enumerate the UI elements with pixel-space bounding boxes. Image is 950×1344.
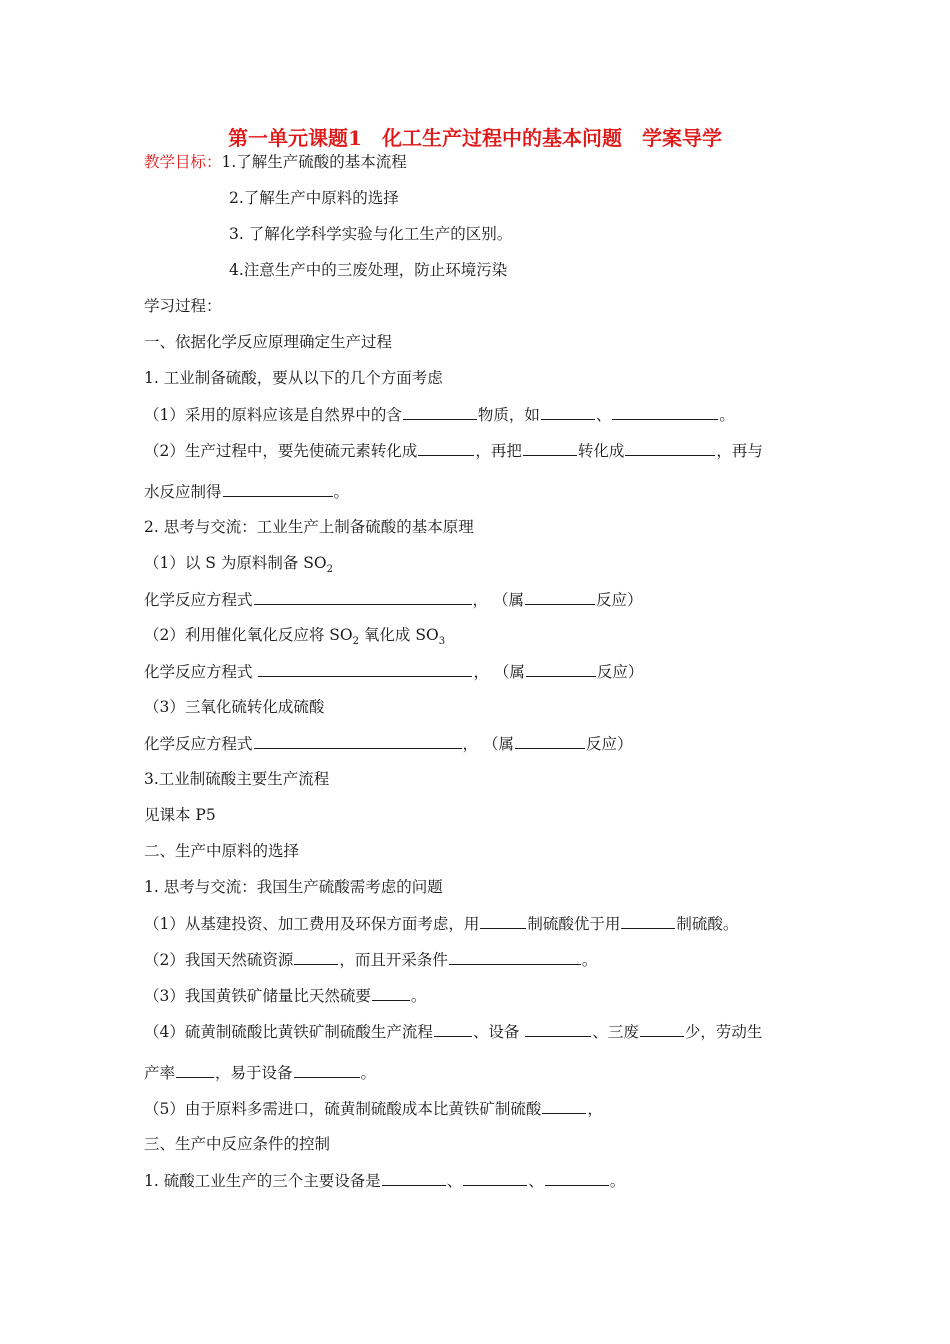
s2-item-4-cont: 产率 ，易于设备 。 (144, 1061, 376, 1084)
objective-4: 4.注意生产中的三废处理，防止环境污染 (229, 261, 508, 279)
answer-blank[interactable] (223, 480, 333, 497)
s2-item-3: （3）我国黄铁矿储量比天然硫要 。 (144, 984, 426, 1007)
textbook-reference: 见课本 P5 (144, 806, 216, 824)
answer-blank[interactable] (449, 948, 581, 965)
answer-blank[interactable] (403, 403, 477, 420)
page-title: 第一单元课题1 化工生产过程中的基本问题 学案导学 (228, 126, 722, 150)
s1-item-2-cont: 水反应制得 。 (144, 480, 349, 503)
answer-blank[interactable] (612, 403, 718, 420)
answer-blank[interactable] (258, 660, 472, 677)
s3-question-1: 1. 硫酸工业生产的三个主要设备是 、 、 。 (144, 1169, 625, 1192)
s1-item-2: （2）生产过程中，要先使硫元素转化成 ，再把 转化成 ，再与 (144, 439, 763, 462)
equation-line-2: 化学反应方程式 ， （属 反应） (144, 660, 643, 683)
answer-blank[interactable] (418, 439, 474, 456)
process-heading: 学习过程： (144, 297, 222, 315)
answer-blank[interactable] (480, 912, 526, 929)
answer-blank[interactable] (525, 588, 595, 605)
s1-q2-item-2: （2）利用催化氧化反应将 $SO_2$ 氧化成 $SO_3$ (144, 626, 446, 648)
answer-blank[interactable] (382, 1169, 446, 1186)
section-3-heading: 三、生产中反应条件的控制 (144, 1135, 331, 1153)
s1-q2-item-1: （1）以 S 为原料制备 $SO_2$ (144, 554, 333, 576)
objective-2: 2.了解生产中原料的选择 (229, 189, 399, 207)
answer-blank[interactable] (294, 1061, 360, 1078)
answer-blank[interactable] (541, 403, 595, 420)
s2-item-2: （2）我国天然硫资源 ，而且开采条件 。 (144, 948, 597, 971)
answer-blank[interactable] (625, 439, 715, 456)
answer-blank[interactable] (434, 1020, 472, 1037)
s1-item-1: （1）采用的原料应该是自然界中的含 物质，如 、 。 (144, 403, 735, 426)
section-2-heading: 二、生产中原料的选择 (144, 842, 300, 860)
answer-blank[interactable] (254, 732, 462, 749)
section-1-heading: 一、依据化学反应原理确定生产过程 (144, 333, 393, 351)
objective-1: 教学目标：1.了解生产硫酸的基本流程 (144, 153, 407, 171)
objective-3: 3. 了解化学科学实验与化工生产的区别。 (229, 225, 513, 243)
equation-line-1: 化学反应方程式 ， （属 反应） (144, 588, 642, 611)
answer-blank[interactable] (640, 1020, 684, 1037)
equation-line-3: 化学反应方程式 ， （属 反应） (144, 732, 632, 755)
s2-item-4: （4）硫黄制硫酸比黄铁矿制硫酸生产流程 、设备 、三废 少，劳动生 (144, 1020, 762, 1043)
answer-blank[interactable] (254, 588, 472, 605)
objectives-label: 教学目标： (144, 153, 222, 171)
answer-blank[interactable] (545, 1169, 609, 1186)
answer-blank[interactable] (526, 660, 596, 677)
answer-blank[interactable] (523, 439, 577, 456)
s1-question-2: 2. 思考与交流：工业生产上制备硫酸的基本原理 (144, 518, 474, 536)
answer-blank[interactable] (525, 1020, 591, 1037)
answer-blank[interactable] (294, 948, 338, 965)
answer-blank[interactable] (621, 912, 675, 929)
s2-question-1: 1. 思考与交流：我国生产硫酸需考虑的问题 (144, 878, 443, 896)
s1-question-3: 3.工业制硫酸主要生产流程 (144, 770, 330, 788)
answer-blank[interactable] (515, 732, 585, 749)
s2-item-1: （1）从基建投资、加工费用及环保方面考虑，用 制硫酸优于用 制硫酸。 (144, 912, 738, 935)
s1-q2-item-3: （3）三氧化硫转化成硫酸 (144, 698, 325, 716)
s2-item-5: （5）由于原料多需进口，硫黄制硫酸成本比黄铁矿制硫酸 ， (144, 1097, 603, 1120)
answer-blank[interactable] (372, 984, 410, 1001)
answer-blank[interactable] (176, 1061, 214, 1078)
answer-blank[interactable] (463, 1169, 527, 1186)
s1-question-1: 1. 工业制备硫酸，要从以下的几个方面考虑 (144, 369, 443, 387)
answer-blank[interactable] (542, 1097, 586, 1114)
